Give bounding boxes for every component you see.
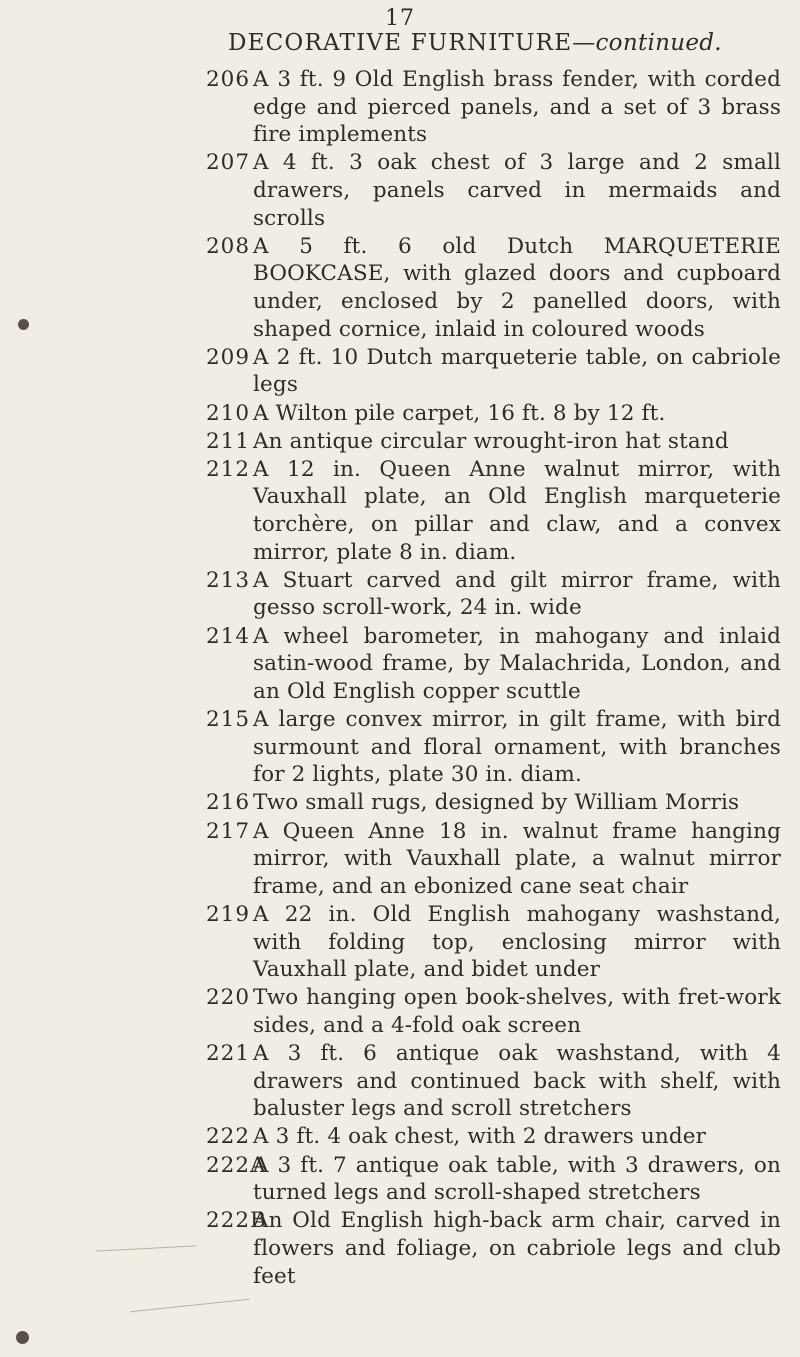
lot-entry: [0, 1040, 800, 1123]
scan-edge-line: [130, 1299, 249, 1313]
lot-description: A 22 in. Old English mahogany washstand, with folding top, enclosing mirror with Vauxhall plate, and bidet under: [253, 901, 781, 983]
lot-description: A 4 ft. 3 oak chest of 3 large and 2 small drawers, panels carved in mermaids and scrolls: [253, 150, 781, 231]
lot-entry: [0, 428, 800, 456]
ink-blot-mark: [16, 1331, 29, 1344]
lot-entry: [0, 706, 800, 789]
lot-entry: [0, 66, 800, 149]
lot-number: 222: [206, 1124, 251, 1150]
heading-title: DECORATIVE FURNITURE: [228, 30, 573, 56]
lot-number: 213: [206, 567, 251, 593]
lot-description: A 3 ft. 4 oak chest, with 2 drawers under: [253, 1124, 707, 1150]
page-heading: [228, 30, 722, 56]
lot-number: 208: [206, 233, 251, 259]
lot-description: Two hanging open book-shelves, with fret-work sides, and a 4-fold oak screen: [253, 985, 781, 1038]
lot-list: [0, 66, 800, 1291]
lot-entry: [0, 233, 800, 343]
lot-description: A 3 ft. 9 Old English brass fender, with corded edge and pierced panels, and a set of 3 brass fire implements: [253, 67, 781, 148]
page-number: 17: [385, 6, 415, 31]
lot-number: 211: [206, 428, 251, 454]
lot-number: 216: [206, 790, 251, 816]
lot-entry: [0, 623, 800, 706]
lot-entry: [0, 1123, 800, 1151]
lot-entry: [0, 984, 800, 1039]
lot-entry: [0, 149, 800, 232]
lot-description: A wheel barometer, in mahogany and inlaid satin-wood frame, by Malachrida, London, and an Old English copper scuttle: [253, 623, 781, 704]
ink-blot-mark: [18, 319, 29, 330]
lot-description: An antique circular wrought-iron hat stand: [253, 428, 729, 454]
lot-number: 206: [206, 67, 251, 92]
lot-entry: [0, 789, 800, 817]
lot-entry: [0, 400, 800, 428]
lot-number: 222A: [206, 1152, 267, 1178]
lot-description: A 3 ft. 7 antique oak table, with 3 drawers, on turned legs and scroll-shaped stretchers: [253, 1152, 781, 1206]
lot-number: 215: [206, 707, 251, 732]
lot-number: 212: [206, 456, 251, 482]
lot-number: 214: [206, 623, 251, 649]
lot-description: Two small rugs, designed by William Morris: [253, 790, 740, 816]
lot-description: A 12 in. Queen Anne walnut mirror, with Vauxhall plate, an Old English marqueterie torchère, on pillar and claw, and a convex mirror, plate 8 in. diam.: [253, 456, 781, 565]
lot-entry: [0, 901, 800, 984]
lot-entry: [0, 344, 800, 399]
lot-description: A Queen Anne 18 in. walnut frame hanging mirror, with Vauxhall plate, a walnut mirror frame, and an ebonized cane seat chair: [253, 818, 781, 899]
lot-description: A 3 ft. 6 antique oak washstand, with 4 drawers and continued back with shelf, with baluster legs and scroll stretchers: [253, 1041, 781, 1122]
lot-number: 220: [206, 985, 251, 1011]
lot-description: An Old English high-back arm chair, carved in flowers and foliage, on cabriole legs and club feet: [253, 1208, 781, 1289]
lot-number: 222B: [206, 1208, 267, 1234]
lot-description: A large convex mirror, in gilt frame, with bird surmount and floral ornament, with branches for 2 lights, plate 30 in. diam.: [253, 707, 781, 788]
lot-description: A 5 ft. 6 old Dutch MARQUETERIE BOOKCASE, with glazed doors and cupboard under, enclosed by 2 panelled doors, with shaped cornice, inlaid in coloured woods: [253, 233, 781, 342]
lot-entry: [0, 567, 800, 622]
lot-number: 210: [206, 400, 251, 426]
heading-continued: —continued.: [572, 30, 722, 56]
lot-description: A Wilton pile carpet, 16 ft. 8 by 12 ft.: [253, 400, 666, 426]
lot-entry: [0, 456, 800, 566]
lot-description: A Stuart carved and gilt mirror frame, with gesso scroll-work, 24 in. wide: [253, 567, 781, 621]
lot-entry: [0, 1152, 800, 1207]
lot-number: 217: [206, 818, 251, 844]
lot-number: 221: [206, 1041, 251, 1067]
lot-entry: [0, 818, 800, 901]
lot-number: 207: [206, 150, 251, 176]
lot-description: A 2 ft. 10 Dutch marqueterie table, on cabriole legs: [253, 344, 781, 398]
lot-number: 209: [206, 344, 251, 370]
lot-number: 219: [206, 901, 251, 927]
